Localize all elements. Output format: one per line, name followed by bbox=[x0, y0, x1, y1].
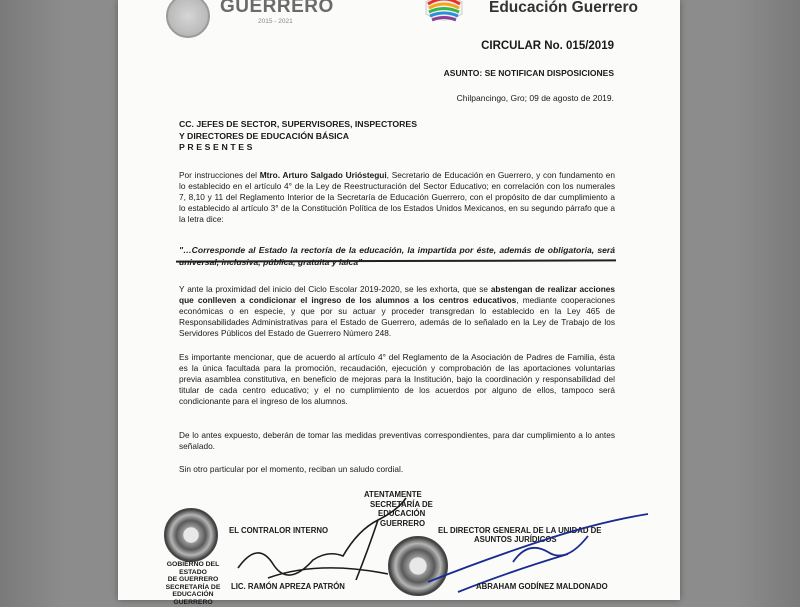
contralor-title: EL CONTRALOR INTERNO bbox=[229, 526, 329, 535]
government-name: GUERRERO bbox=[220, 0, 334, 17]
paragraph-2-a: Y ante la proximidad del inicio del Ciclo Escolar 2019-2020, se les exhorta, que se bbox=[179, 284, 491, 294]
government-period: 2015 - 2021 bbox=[258, 18, 293, 25]
paragraph-1 bbox=[179, 170, 615, 225]
director-title-line-2: ASUNTOS JURÍDICOS bbox=[474, 535, 557, 544]
paragraph-1-c: , Secretario de Educación en Guerrero, y con fundamento en lo establecido en el artículo 4° de la Ley de Reestructuración del Sector Educativo; en correlación con los numerales 7, 8,10 y 11 del Reglamento Interior de la Secretaría de Educación Guerrero, con el propósito de dar cumplimiento a lo establecido al artículo 3° de la Constitución Política de los Estados Unidos Mexicanos, en su segundo párrafo que a la letra dice: bbox=[179, 170, 615, 225]
document-page bbox=[118, 0, 680, 606]
secretaria-line-2: EDUCACIÓN bbox=[378, 509, 426, 518]
seal-caption-3: SECRETARÍA DE bbox=[165, 583, 221, 591]
circular-number: CIRCULAR No. 015/2019 bbox=[481, 40, 614, 52]
seal-caption-1: GOBIERNO DEL ESTADO bbox=[166, 561, 220, 576]
constitution-quote: "…Corresponde al Estado la rectoría de la educación, la impartida por éste, además de obligatoria, será bbox=[179, 245, 615, 255]
education-name: Educación Guerrero bbox=[489, 0, 639, 16]
education-logo-icon bbox=[424, 0, 464, 26]
addressee-line-2: Y DIRECTORES DE EDUCACIÓN BÁSICA bbox=[179, 131, 350, 141]
seal-caption-2: DE GUERRERO bbox=[167, 576, 219, 584]
paragraph-2-c: , mediante cooperaciones económicas o en especie, y que por su actuar y proceder transgredan lo establecido en la Ley 465 de Responsabilidades Administrativas para el Estado de Guerrero, además de lo señalado en la Ley de Trabajo de los Servidores Públicos del Estado de Guerrero Número 248. bbox=[179, 295, 615, 339]
addressee bbox=[179, 118, 417, 142]
secretaria-line-3: GUERRERO bbox=[380, 518, 426, 528]
secretaria-line-1: SECRETARÍA DE bbox=[370, 499, 433, 509]
secretary-name: Mtro. Arturo Salgado Urióstegui bbox=[259, 170, 387, 180]
presentes-label: PRESENTES bbox=[179, 142, 256, 152]
director-title-line-1: EL DIRECTOR GENERAL DE LA UNIDAD DE bbox=[438, 526, 602, 535]
paragraph-3: Es importante mencionar, que de acuerdo al artículo 4° del Reglamento de la Asociación de Padres de Familia, ésta es la única facultada para la promoción, recaudación, ejecución y comprobación de las aportaciones voluntarias previa asamblea constitutiva, en beneficio de mejoras para la Institución, bajo la coordinación y responsabilidad del titular de cada centro educativo; y el no cumplimiento de los acuerdos por alguno de ellos, tampoco será condicionante para el ingreso de los alumnos. bbox=[179, 352, 615, 407]
state-seal-icon bbox=[166, 0, 210, 38]
place-date: Chilpancingo, Gro; 09 de agosto de 2019. bbox=[456, 93, 614, 103]
paragraph-2-emphasis: abstengan de realizar acciones que conlleven a condicionar el ingreso de los alumnos a los centros educativos bbox=[179, 284, 615, 306]
atentamente-label: ATENTAMENTE bbox=[364, 490, 422, 499]
paragraph-4: De lo antes expuesto, deberán de tomar las medidas preventivas correspondientes, para dar cumplimiento a lo antes señalado. bbox=[179, 430, 615, 452]
subject-line: ASUNTO: SE NOTIFICAN DISPOSICIONES bbox=[443, 68, 614, 78]
paragraph-2 bbox=[179, 284, 615, 339]
seal-caption-4: EDUCACIÓN GUERRERO bbox=[172, 591, 214, 606]
left-official-seal-icon bbox=[164, 508, 218, 562]
left-seal-caption bbox=[158, 561, 228, 607]
paragraph-1-a: Por instrucciones del bbox=[179, 170, 260, 180]
addressee-line-1: CC. JEFES DE SECTOR, SUPERVISORES, INSPECTORES bbox=[179, 119, 418, 129]
left-signer-name: LIC. RAMÓN APREZA PATRÓN bbox=[231, 582, 345, 591]
right-signer-name: ABRAHAM GODÍNEZ MALDONADO bbox=[476, 582, 608, 591]
left-signature-icon bbox=[228, 490, 448, 590]
paragraph-5: Sin otro particular por el momento, reciban un saludo cordial. bbox=[179, 464, 404, 474]
